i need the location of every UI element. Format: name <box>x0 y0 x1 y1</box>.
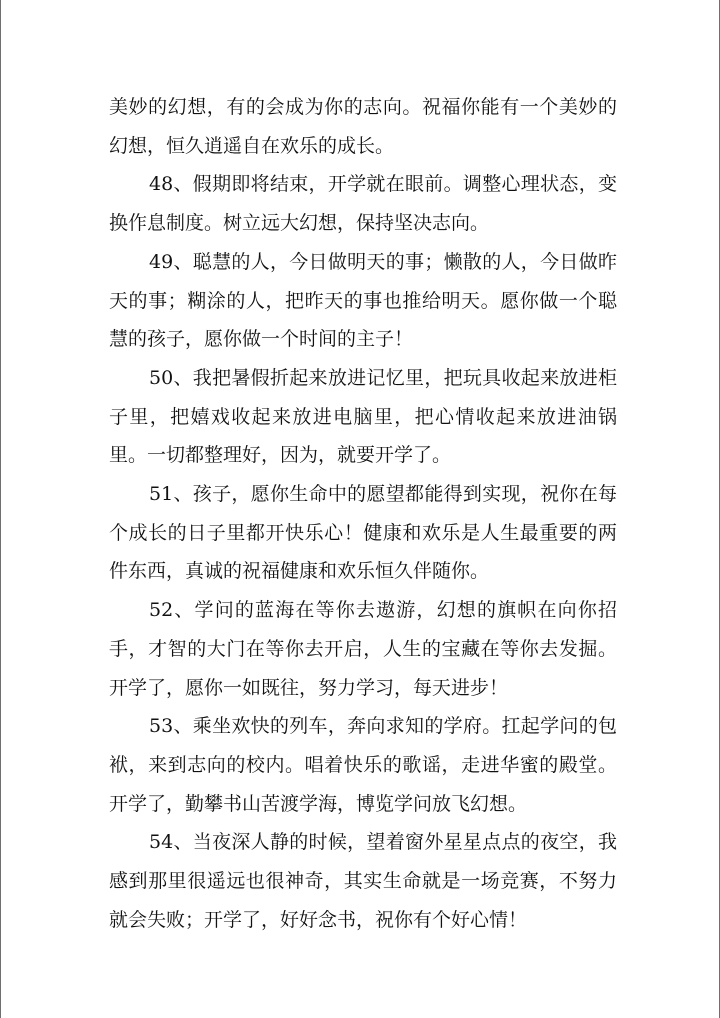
paragraph-50: 50、我把暑假折起来放进记忆里，把玩具收起来放进柜子里，把嬉戏收起来放进电脑里，把心情收起来放进油锅里。一切都整理好，因为，就要开学了。 <box>109 366 617 467</box>
paragraph-49: 49、聪慧的人，今日做明天的事；懒散的人，今日做昨天的事；糊涂的人，把昨天的事也推给明天。愿你做一个聪慧的孩子，愿你做一个时间的主子！ <box>109 250 617 351</box>
paragraph-continuation: 美妙的幻想，有的会成为你的志向。祝福你能有一个美妙的幻想，恒久逍遥自在欢乐的成长。 <box>109 96 617 157</box>
paragraph-54: 54、当夜深人静的时候，望着窗外星星点点的夜空，我感到那里很遥远也很神奇，其实生命就是一场竞赛，不努力就会失败；开学了，好好念书，祝你有个好心情！ <box>109 831 617 931</box>
paragraph-51: 51、孩子，愿你生命中的愿望都能得到实现，祝你在每个成长的日子里都开快乐心！健康和欢乐是人生最重要的两件东西，真诚的祝福健康和欢乐恒久伴随你。 <box>109 483 617 583</box>
paragraph-48: 48、假期即将结束，开学就在眼前。调整心理状态，变换作息制度。树立远大幻想，保持坚决志向。 <box>109 173 617 235</box>
paragraph-53: 53、乘坐欢快的列车，奔向求知的学府。扛起学问的包袱，来到志向的校内。唱着快乐的歌谣，走进华蜜的殿堂。开学了，勤攀书山苦渡学海，博览学问放飞幻想。 <box>109 715 617 815</box>
paragraph-52: 52、学问的蓝海在等你去遨游，幻想的旗帜在向你招手，才智的大门在等你去开启，人生的宝藏在等你去发掘。开学了，愿你一如既往，努力学习，每天进步！ <box>109 599 617 699</box>
document-body <box>109 88 617 939</box>
